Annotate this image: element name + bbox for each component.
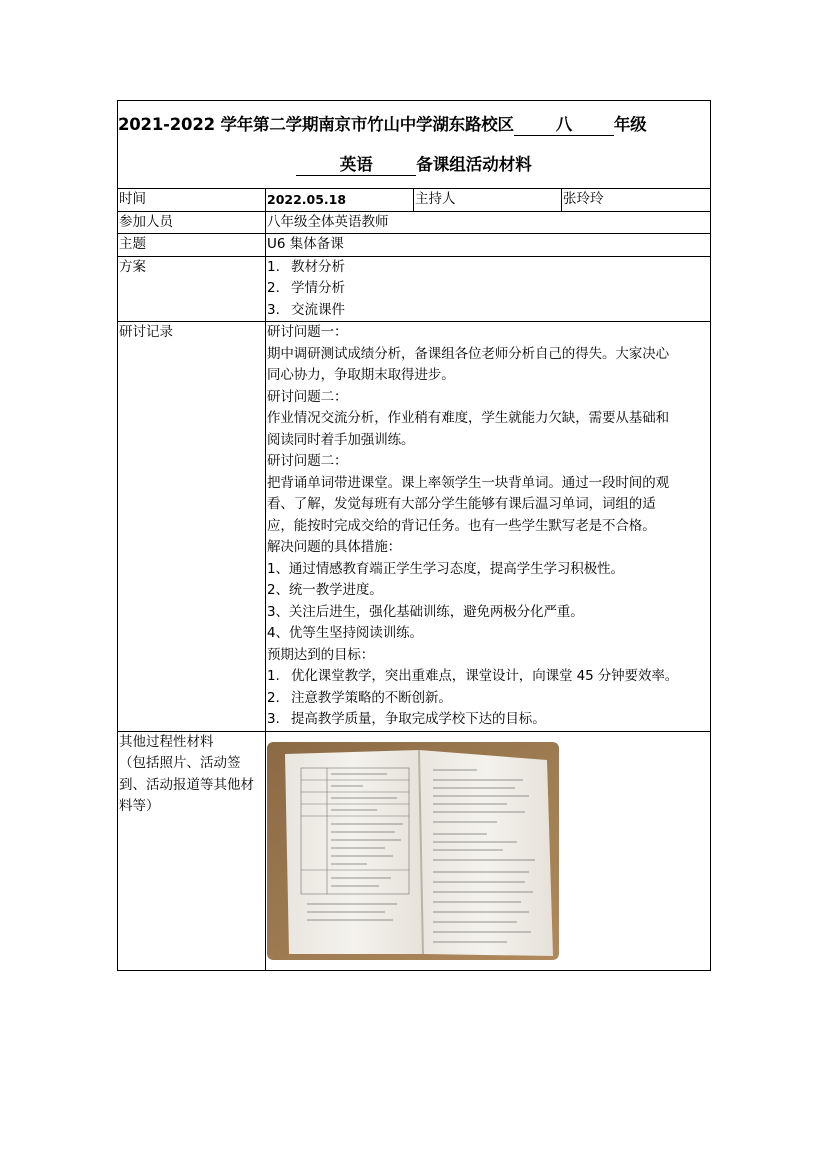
record-line: 应，能按时完成交给的背记任务。也有一些学生默写老是不合格。 bbox=[267, 517, 656, 534]
goal-item: 3. 提高教学质量，争取完成学校下达的目标。 bbox=[267, 711, 546, 727]
title-cell bbox=[118, 101, 711, 189]
title-line-2 bbox=[118, 154, 710, 176]
record-line: 4、优等生坚持阅读训练。 bbox=[267, 625, 423, 641]
photo-cell bbox=[266, 731, 711, 970]
record-line: 期中调研测试成绩分析，备课组各位老师分析自己的得失。大家决心 bbox=[267, 345, 669, 362]
record-line: 作业情况交流分析，作业稍有难度，学生就能力欠缺，需要从基础和 bbox=[267, 410, 669, 426]
grade-suffix: 年级 bbox=[613, 115, 647, 134]
record-line: 2、统一教学进度。 bbox=[267, 582, 383, 598]
record-content bbox=[266, 322, 711, 732]
row-plan bbox=[118, 256, 711, 322]
record-line: 预期达到的目标： bbox=[267, 646, 375, 663]
subject-blank: 英语 bbox=[296, 155, 416, 176]
row-participants bbox=[118, 211, 711, 234]
record-line: 研讨问题一： bbox=[267, 324, 348, 340]
notebook-photo bbox=[267, 742, 559, 960]
row-topic bbox=[118, 234, 711, 257]
other-label: 其他过程性材料 （包括照片、活动签 到、活动报道等其他材 料等） bbox=[118, 731, 266, 970]
row-record bbox=[118, 322, 711, 732]
row-other bbox=[118, 731, 711, 970]
grade-blank: 八 bbox=[514, 115, 614, 136]
row-time bbox=[118, 189, 711, 212]
topic-label: 主题 bbox=[118, 234, 266, 257]
school-term-text: 2021-2022 学年第二学期南京市竹山中学湖东路校区 bbox=[118, 115, 514, 134]
record-line: 3、关注后进生，强化基础训练，避免两极分化严重。 bbox=[267, 603, 584, 620]
record-label: 研讨记录 bbox=[118, 322, 266, 732]
record-line: 阅读同时着手加强训练。 bbox=[267, 431, 415, 448]
plan-item: 2. 学情分析 bbox=[267, 280, 345, 296]
participants-value: 八年级全体英语教师 bbox=[266, 211, 711, 234]
time-value: 2022.05.18 bbox=[266, 189, 414, 212]
plan-list bbox=[266, 256, 711, 322]
plan-item: 3. 交流课件 bbox=[267, 301, 345, 318]
plan-label: 方案 bbox=[118, 256, 266, 322]
record-line: 解决问题的具体措施： bbox=[267, 539, 401, 555]
record-line: 1、通过情感教育端正学生学习态度，提高学生学习积极性。 bbox=[267, 560, 624, 577]
plan-item: 1. 教材分析 bbox=[267, 258, 345, 275]
host-label: 主持人 bbox=[414, 189, 562, 212]
record-line: 研讨问题二： bbox=[267, 388, 348, 405]
host-value: 张玲玲 bbox=[562, 189, 711, 212]
goal-item: 2. 注意教学策略的不断创新。 bbox=[267, 689, 452, 706]
title-line-1 bbox=[118, 114, 710, 136]
participants-label: 参加人员 bbox=[118, 211, 266, 234]
title-suffix: 备课组活动材料 bbox=[416, 155, 532, 174]
topic-value: U6 集体备课 bbox=[266, 234, 711, 257]
record-line: 把背诵单词带进课堂。课上率领学生一块背单词。通过一段时间的观 bbox=[267, 474, 669, 491]
goal-item: 1. 优化课堂教学，突出重难点，课堂设计，向课堂 45 分钟要效率。 bbox=[267, 668, 679, 684]
form-table bbox=[117, 100, 711, 971]
record-line: 研讨问题二： bbox=[267, 453, 348, 469]
time-label: 时间 bbox=[118, 189, 266, 212]
record-line: 同心协力，争取期末取得进步。 bbox=[267, 367, 455, 383]
activity-form bbox=[117, 100, 710, 971]
record-line: 看、了解，发觉每班有大部分学生能够有课后温习单词，词组的适 bbox=[267, 496, 656, 512]
